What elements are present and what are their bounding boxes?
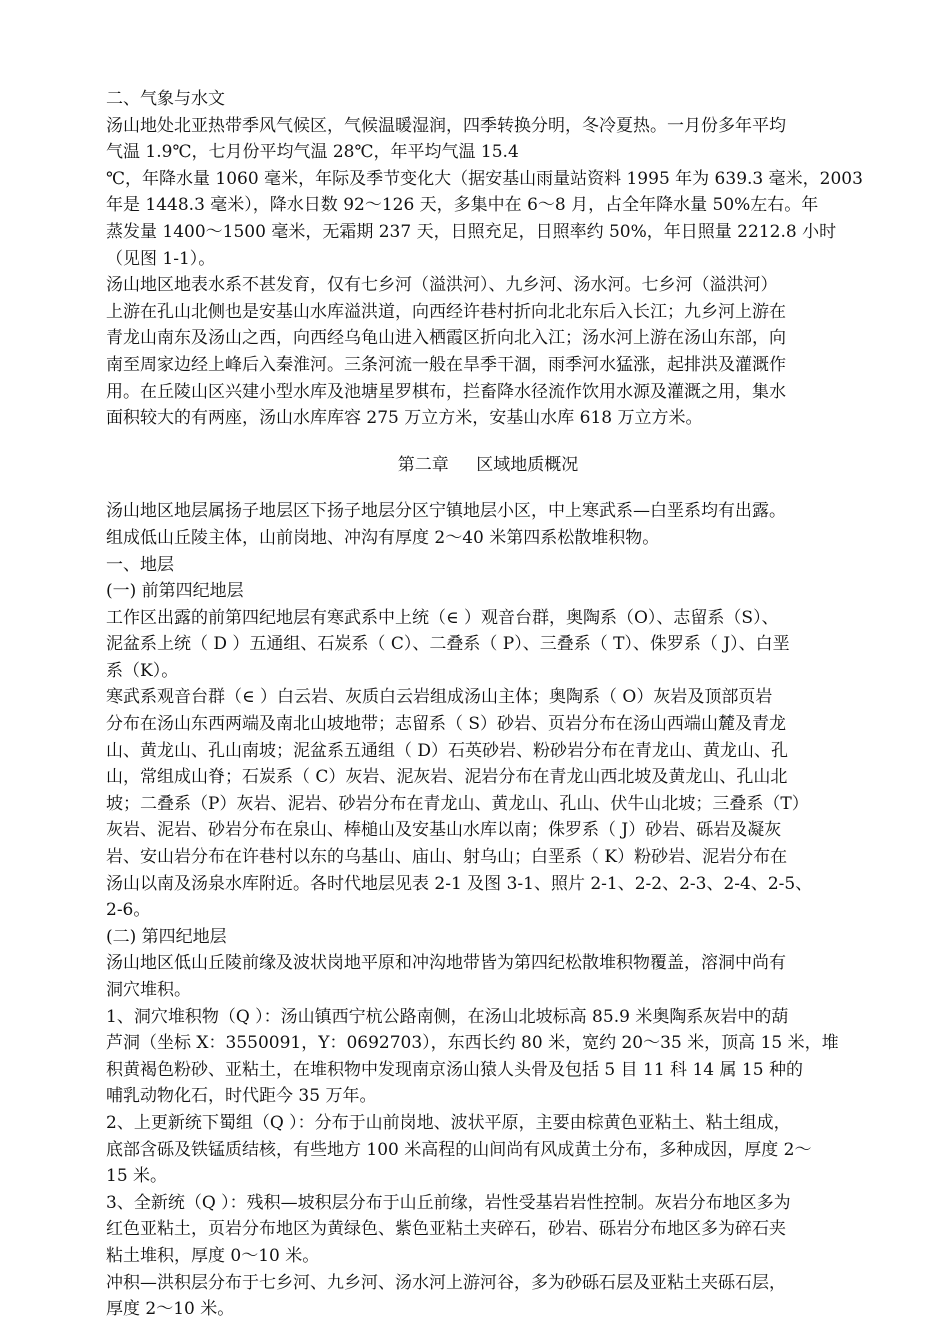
paragraph-line: 气温 1.9℃，七月份平均气温 28℃，年平均气温 15.4 [106,142,519,163]
paragraph-line: 红色亚粘土，页岩分布地区为黄绿色、紫色亚粘土夹碎石，砂岩、砾岩分布地区多为碎石夹 [106,1219,786,1240]
subsection-heading: (一) 前第四纪地层 [106,581,244,602]
paragraph-line: 2、上更新统下蜀组（Q ）：分布于山前岗地、波状平原，主要由棕黄色亚粘土、粘土组成， [106,1112,791,1133]
section-climate [106,86,870,432]
pre-quaternary-text [106,605,870,924]
paragraph-line: 汤山地区低山丘陵前缘及波状岗地平原和冲沟地带皆为第四纪松散堆积物覆盖，溶洞中尚有 [106,953,786,974]
section-heading: 二、气象与水文 [106,89,225,109]
paragraph-line: 粘土堆积，厚度 0～10 米。 [106,1245,320,1266]
paragraph-line: 1、洞穴堆积物（Q ）：汤山镇西宁杭公路南侧，在汤山北坡标高 85.9 米奥陶系灰岩中的葫 [106,1006,789,1027]
paragraph-line: 山、黄龙山、孔山南坡；泥盆系五通组（ D）石英砂岩、粉砂岩分布在青龙山、黄龙山、孔 [106,740,789,761]
subsection-heading: (二) 第四纪地层 [106,926,227,947]
chapter-title: 第二章 区域地质概况 [397,454,579,475]
paragraph-line: 2-6。 [106,900,151,921]
paragraph-line: 洞穴堆积。 [106,980,191,1000]
paragraph-line: 坡；二叠系（P）灰岩、泥岩、砂岩分布在青龙山、黄龙山、孔山、伏牛山北坡；三叠系（T） [106,793,809,814]
paragraph-line: 上游在孔山北侧也是安基山水库溢洪道，向西经许巷村折向北北东后入长江；九乡河上游在 [106,301,786,322]
paragraph-line: 汤山地区地层属扬子地层区下扬子地层分区宁镇地层小区，中上寒武系—白垩系均有出露。 [106,501,786,522]
paragraph-line: 泥盆系上统（ D ）五通组、石炭系（ C）、二叠系（ P）、三叠系（ T）、侏罗系（ J）、白垩 [106,634,790,655]
paragraph-line: 寒武系观音台群（∈ ）白云岩、灰质白云岩组成汤山主体；奥陶系（ O）灰岩及顶部页岩 [106,687,773,708]
paragraph-line: 积黄褐色粉砂、亚粘土，在堆积物中发现南京汤山猿人头骨及包括 5 目 11 科 14 属 15 种的 [106,1059,803,1080]
paragraph-line: 系（K）。 [106,660,179,681]
paragraph-line: 组成低山丘陵主体，山前岗地、冲沟有厚度 2～40 米第四系松散堆积物。 [106,527,660,548]
paragraph-line: 厚度 2～10 米。 [106,1299,235,1320]
paragraph-line: 岩、安山岩分布在许巷村以东的乌基山、庙山、射乌山；白垩系（ K）粉砂岩、泥岩分布在 [106,847,788,868]
section-heading: 一、地层 [106,554,174,575]
chapter-intro [106,498,870,551]
paragraph-line: 工作区出露的前第四纪地层有寒武系中上统（∈ ）观音台群，奥陶系（O）、志留系（S）、 [106,607,779,628]
document-page [106,86,870,1323]
paragraph-line: 用。在丘陵山区兴建小型水库及池塘星罗棋布，拦畜降水径流作饮用水源及灌溉之用，集水 [106,381,786,402]
paragraph-line: 山，常组成山脊；石炭系（ C）灰岩、泥灰岩、泥岩分布在青龙山西北坡及黄龙山、孔山北 [106,767,788,788]
quaternary-text [106,950,870,1322]
paragraph-line: 灰岩、泥岩、砂岩分布在泉山、棒槌山及安基山水库以南；侏罗系（ J）砂岩、砾岩及凝灰 [106,820,782,841]
paragraph-line: 3、全新统（Q ）：残积—坡积层分布于山丘前缘，岩性受基岩岩性控制。灰岩分布地区多为 [106,1192,791,1213]
paragraph-line: ℃，年降水量 1060 毫米，年际及季节变化大（据安基山雨量站资料 1995 年为 639.3 毫米，2003 [106,168,863,189]
paragraph-line: 面积较大的有两座，汤山水库库容 275 万立方米，安基山水库 618 万立方米。 [106,408,703,429]
paragraph-line: 汤山以南及汤泉水库附近。各时代地层见表 2-1 及图 3-1、照片 2-1、2-2、2-3、2-4、2-5、 [106,873,813,894]
paragraph-line: 分布在汤山东西两端及南北山坡地带；志留系（ S）砂岩、页岩分布在汤山西端山麓及青龙 [106,714,787,735]
paragraph-line: 哺乳动物化石，时代距今 35 万年。 [106,1086,377,1107]
paragraph-line: 年是 1448.3 毫米），降水日数 92～126 天，多集中在 6～8 月，占全年降水量 50%左右。年 [106,195,819,216]
paragraph-line: 冲积—洪积层分布于七乡河、九乡河、汤水河上游河谷，多为砂砾石层及亚粘土夹砾石层， [106,1272,786,1293]
paragraph-line: 汤山地区地表水系不甚发育，仅有七乡河（溢洪河）、九乡河、汤水河。七乡河（溢洪河） [106,275,778,296]
paragraph-line: 15 米。 [106,1166,168,1187]
paragraph-line: 芦洞（坐标 X：3550091，Y：0692703），东西长约 80 米，宽约 20～35 米，顶高 15 米，堆 [106,1033,839,1054]
paragraph-line: 汤山地处北亚热带季风气候区，气候温暖湿润，四季转换分明，冬冷夏热。一月份多年平均 [106,115,786,136]
paragraph-line: 青龙山南东及汤山之西，向西经乌龟山进入栖霞区折向北入江；汤水河上游在汤山东部，向 [106,328,786,349]
paragraph-line: （见图 1-1）。 [106,248,216,269]
paragraph-line: 蒸发量 1400～1500 毫米，无霜期 237 天，日照充足，日照率约 50%，年日照量 2212.8 小时 [106,221,837,242]
paragraph-line: 底部含砾及铁锰质结核，有些地方 100 米高程的山间尚有风成黄土分布，多种成因，厚度 2～ [106,1139,812,1160]
paragraph-line: 南至周家边经上峰后入秦淮河。三条河流一般在旱季干涸，雨季河水猛涨，起排洪及灌溉作 [106,354,786,375]
